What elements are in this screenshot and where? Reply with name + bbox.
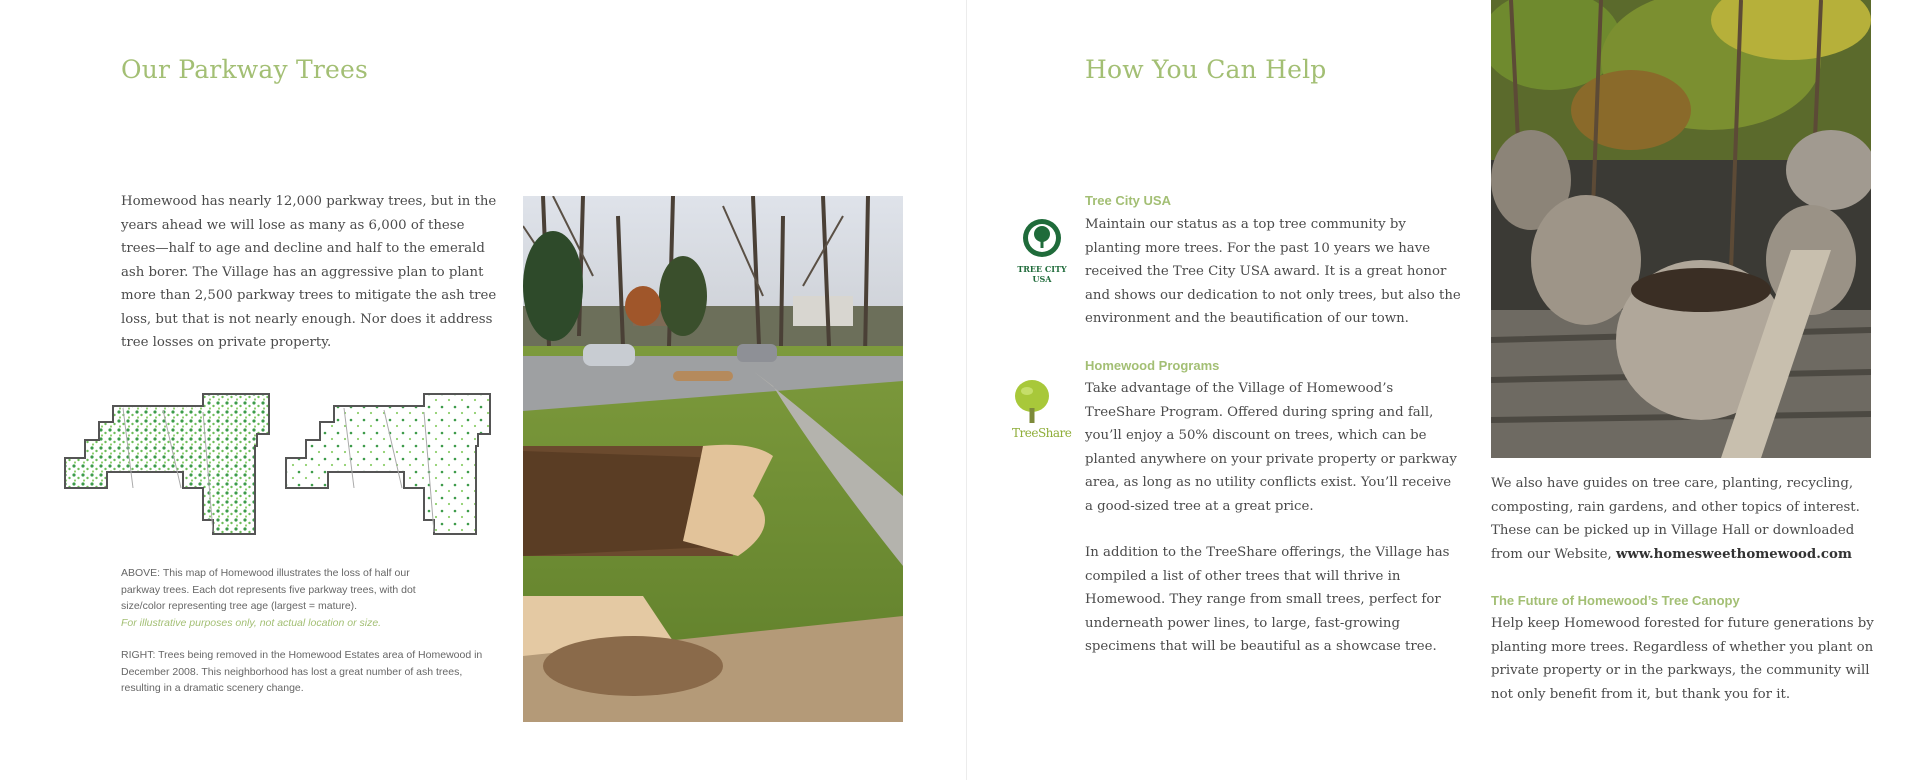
tree-city-text: Maintain our status as a top tree community by planting more trees. For the past 10 years we have received the Tree City USA award. It is a great honor and shows our dedication to not only trees, but also the environment and the beautification of our town. bbox=[1085, 217, 1461, 326]
photo-caption: RIGHT: Trees being removed in the Homewood Estates area of Homewood in December 2008. This neighborhood has lost a great number of ash trees, resulting in a dramatic scenery change. bbox=[121, 649, 483, 694]
page-gutter bbox=[966, 0, 967, 780]
tree-city-heading: Tree City USA bbox=[1085, 193, 1171, 208]
guides-body: We also have guides on tree care, planting, recycling, composting, rain gardens, and other topics of interest. These can be picked up in Village Hall or downloaded from our Website, bbox=[1491, 476, 1860, 562]
tree-map-after bbox=[284, 392, 494, 537]
homewood-programs-text: Take advantage of the Village of Homewood’s TreeShare Program. Offered during spring and fall, you’ll enjoy a 50% discount on trees, which can be planted anywhere on your private property or parkway area, as long as no utility conflicts exist. You’ll receive a good-sized tree at a great price. bbox=[1085, 381, 1457, 514]
parkway-intro-text: Homewood has nearly 12,000 parkway trees, but in the years ahead we will lose as many as 6,000 of these trees—half to age and decline and half to the emerald ash borer. The Village has an aggressive plan to plant more than 2,500 parkway trees to mitigate the ash tree loss, but that is not nearly enough. Nor does it address tree losses on private property. bbox=[121, 194, 497, 350]
treeshare-additional-text: In addition to the TreeShare offerings, the Village has compiled a list of other trees that will thrive in Homewood. They range from small trees, perfect for underneath power lines, to large, fast-growing specimens that will be beautiful as a showcase tree. bbox=[1085, 545, 1450, 654]
cut-tree-photo bbox=[523, 196, 903, 722]
tree-map-before bbox=[63, 392, 273, 537]
future-canopy-text: Help keep Homewood forested for future generations by planting more trees. Regardless of whether you plant on private property or in the parkways, the community will not only benefit from it, but thank you for it. bbox=[1491, 616, 1874, 702]
tree-city-logo-text: TREE CITY USA bbox=[1017, 264, 1067, 284]
burlap-trees-photo bbox=[1491, 0, 1871, 458]
map-caption-note: For illustrative purposes only, not actual location or size. bbox=[121, 616, 382, 629]
map-caption-text: ABOVE: This map of Homewood illustrates the loss of half our parkway trees. Each dot represents five parkway trees, with dot size/color representing tree age (largest = mature). bbox=[121, 567, 416, 612]
treeshare-logo-text: TreeShare bbox=[1012, 426, 1072, 440]
map-caption bbox=[121, 565, 441, 631]
guides-text bbox=[1491, 472, 1881, 566]
treeshare-logo bbox=[1012, 378, 1072, 440]
website-link[interactable]: www.homesweethomewood.com bbox=[1615, 546, 1852, 562]
homewood-programs-heading: Homewood Programs bbox=[1085, 358, 1220, 373]
tree-city-emblem-icon bbox=[1012, 218, 1072, 258]
right-page-title: How You Can Help bbox=[1085, 55, 1327, 84]
tree-city-usa-logo bbox=[1012, 218, 1072, 284]
future-canopy-heading: The Future of Homewood’s Tree Canopy bbox=[1491, 593, 1740, 608]
treeshare-tree-icon bbox=[1012, 378, 1072, 424]
left-page-title: Our Parkway Trees bbox=[121, 55, 369, 84]
